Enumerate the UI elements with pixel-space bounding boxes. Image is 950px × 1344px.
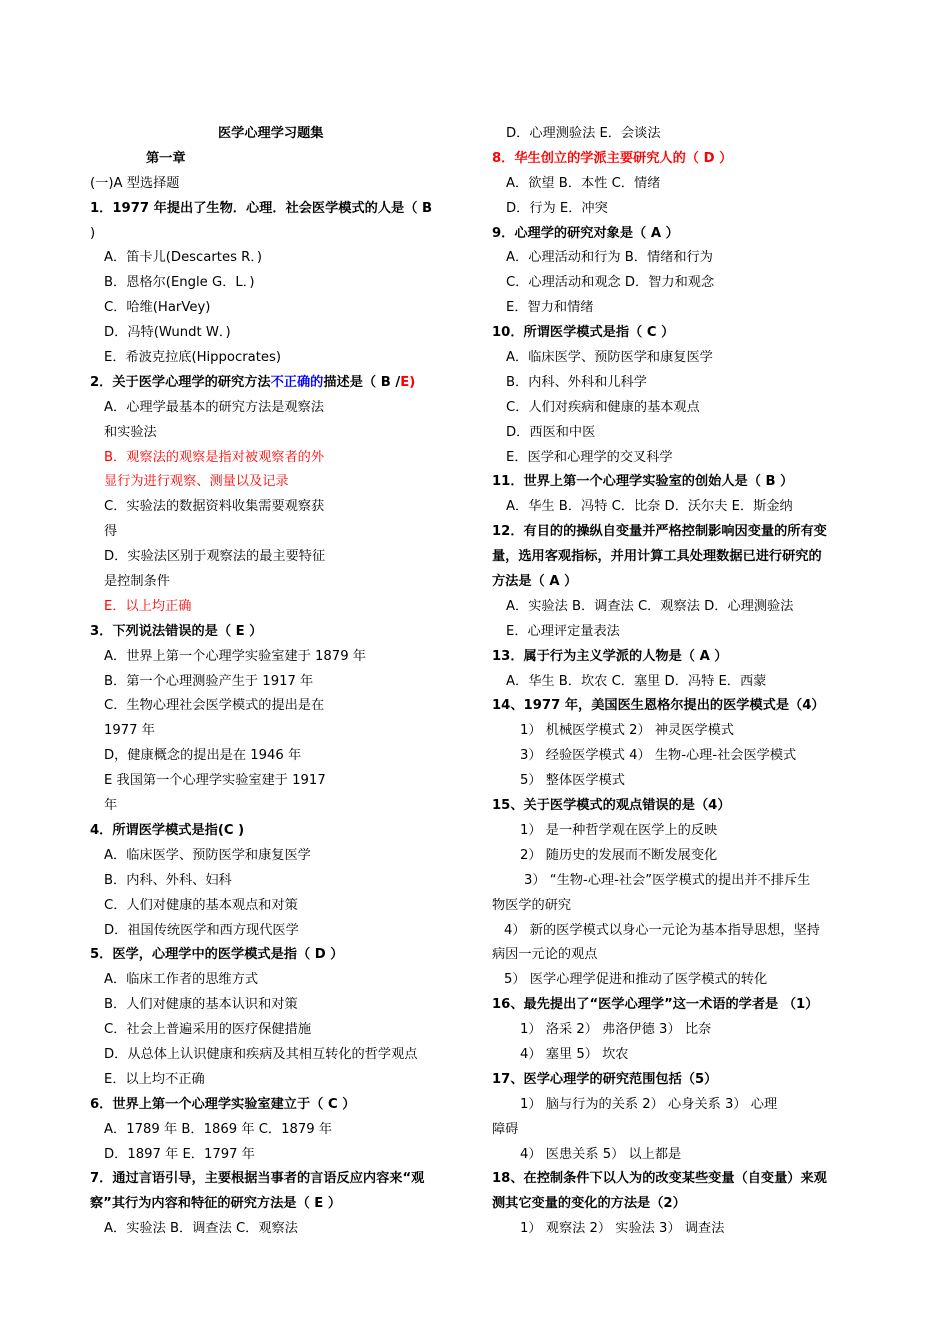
right-column	[492, 122, 872, 1242]
text-line: 4） 塞里 5） 坎农	[520, 1046, 629, 1062]
text-line: A．华生 B．冯特 C．比奈 D．沃尔夫 E．斯金纳	[506, 499, 793, 515]
text-line: A．实验法 B．调查法 C．观察法	[104, 1221, 298, 1237]
text-line: 17、医学心理学的研究范围包括（5）	[492, 1071, 718, 1087]
text-line: 14、1977 年，美国医生恩格尔提出的医学模式是（4）	[492, 698, 825, 714]
text-line: 病因一元论的观点	[492, 947, 598, 963]
text-line: 和实验法	[104, 424, 157, 440]
text-line: 5） 整体医学模式	[520, 773, 625, 789]
text-line: 6．世界上第一个心理学实验室建立于（ C ）	[90, 1096, 356, 1112]
text-line: B．恩格尔(Engle G．L．)	[104, 275, 255, 291]
questions-1	[90, 197, 475, 371]
text-line: 1977 年	[104, 723, 155, 739]
text-line: C．人们对健康的基本观点和对策	[104, 897, 298, 913]
text-line: C．人们对疾病和健康的基本观点	[506, 399, 700, 415]
questions-8-18	[492, 122, 872, 1242]
text-line: D．祖国传统医学和西方现代医学	[104, 922, 299, 938]
text-line: D．实验法区别于观察法的最主要特征	[104, 549, 326, 565]
text-line: E．医学和心理学的交叉科学	[506, 449, 673, 465]
text-line: C．哈维(HarVey)	[104, 300, 211, 316]
text-line: D．1897 年 E．1797 年	[104, 1146, 255, 1162]
text-line: E．希波克拉底(Hippocrates)	[104, 350, 282, 366]
text-line: 方法是（ A ）	[492, 574, 578, 590]
question-2-prefix: 2．关于医学心理学的研究方法	[90, 374, 271, 390]
text-line: A．1789 年 B．1869 年 C．1879 年	[104, 1121, 333, 1137]
question-2-highlight: 不正确的	[270, 374, 324, 390]
text-line: 11．世界上第一个心理学实验室的创始人是（ B ）	[492, 474, 794, 490]
text-line: 8．华生创立的学派主要研究人的（ D ）	[492, 150, 733, 166]
text-line: C．实验法的数据资料收集需要观察获	[104, 499, 325, 515]
text-line: 是控制条件	[104, 574, 170, 590]
text-line: )	[90, 225, 96, 241]
text-line: 1） 是一种哲学观在医学上的反映	[520, 822, 718, 838]
text-line: E．智力和情绪	[506, 300, 594, 316]
text-line: 4．所谓医学模式是指(C )	[90, 822, 245, 838]
text-line: 测其它变量的变化的方法是（2）	[492, 1196, 686, 1212]
questions-3-7	[90, 620, 475, 1242]
text-line: 4） 医患关系 5） 以上都是	[520, 1146, 682, 1162]
text-line: C．社会上普遍采用的医疗保健措施	[104, 1022, 312, 1038]
text-line: 7．通过言语引导，主要根据当事者的言语反应内容来“观	[90, 1171, 425, 1187]
text-line: 1．1977 年提出了生物．心理．社会医学模式的人是（ B	[90, 200, 433, 216]
text-line: D，健康概念的提出是在 1946 年	[104, 748, 302, 764]
text-line: 13．属于行为主义学派的人物是（ A ）	[492, 648, 728, 664]
text-line: 15、关于医学模式的观点错误的是（4）	[492, 798, 731, 814]
text-line: A．临床医学、预防医学和康复医学	[104, 847, 311, 863]
text-line: 1） 观察法 2） 实验法 3） 调查法	[520, 1221, 725, 1237]
text-line: E 我国第一个心理学实验室建于 1917	[104, 773, 326, 789]
text-line: 12．有目的的操纵自变量并严格控制影响因变量的所有变	[492, 524, 827, 540]
text-line: 3） “生物-心理-社会”医学模式的提出并不排斥生	[524, 872, 811, 888]
text-line: 5） 医学心理学促进和推动了医学模式的转化	[504, 972, 768, 988]
text-line: 16、最先提出了“医学心理学”这一术语的学者是 （1）	[492, 997, 819, 1013]
text-line: 3．下列说法错误的是（ E ）	[90, 623, 263, 639]
text-line: B．内科、外科、妇科	[104, 872, 232, 888]
text-line: B．内科、外科和儿科学	[506, 374, 647, 390]
text-line: A．世界上第一个心理学实验室建于 1879 年	[104, 648, 366, 664]
text-line: A．临床工作者的思维方式	[104, 972, 259, 988]
text-line: A．心理活动和行为 B．情绪和行为	[506, 250, 713, 266]
text-line: C．心理活动和观念 D．智力和观念	[506, 275, 715, 291]
text-line: 量，选用客观指标，并用计算工具处理数据已进行研究的	[492, 549, 822, 565]
document-title: 医学心理学习题集	[218, 126, 324, 141]
left-column	[90, 122, 475, 1242]
text-line: B．第一个心理测验产生于 1917 年	[104, 673, 314, 689]
text-line: E．心理评定量表法	[506, 623, 620, 639]
text-line: 障碍	[492, 1121, 519, 1137]
question-2-options	[90, 396, 475, 620]
text-line: A．欲望 B．本性 C．情绪	[506, 175, 661, 191]
text-line: A．实验法 B．调查法 C．观察法 D．心理测验法	[506, 598, 794, 614]
text-line: 5．医学，心理学中的医学模式是指（ D ）	[90, 947, 344, 963]
text-line: B．观察法的观察是指对被观察者的外	[104, 449, 325, 465]
question-2-suffix: 描述是（ B /	[323, 374, 401, 390]
text-line: D．从总体上认识健康和疾病及其相互转化的哲学观点	[104, 1046, 418, 1062]
chapter-heading: 第一章	[146, 150, 186, 166]
text-line: D．行为 E．冲突	[506, 200, 608, 216]
text-line: C．生物心理社会医学模式的提出是在	[104, 698, 325, 714]
text-line: D．心理测验法 E．会谈法	[506, 126, 661, 141]
text-line: 察”其行为内容和特征的研究方法是（ E ）	[90, 1196, 342, 1212]
text-line: 2） 随历史的发展而不断发展变化	[520, 847, 718, 863]
text-line: A．笛卡儿(Descartes R．)	[104, 250, 263, 266]
text-line: B．人们对健康的基本认识和对策	[104, 997, 298, 1013]
text-line: E．以上均正确	[104, 598, 192, 614]
text-line: 物医学的研究	[492, 897, 572, 913]
section-heading: (一)A 型选择题	[90, 175, 180, 191]
text-line: 9．心理学的研究对象是（ A ）	[492, 225, 679, 241]
text-line: A．临床医学、预防医学和康复医学	[506, 350, 713, 366]
question-2-stem	[90, 371, 475, 396]
text-line: 4） 新的医学模式以身心一元论为基本指导思想，坚持	[504, 922, 820, 938]
text-line: 得	[104, 524, 118, 540]
text-line: E．以上均不正确	[104, 1071, 205, 1087]
text-line: 年	[104, 798, 118, 814]
text-line: A．华生 B．坎农 C．塞里 D．冯特 E．西蒙	[506, 673, 767, 689]
text-line: 18、在控制条件下以人为的改变某些变量（自变量）来观	[492, 1171, 827, 1187]
question-2-answer: E)	[400, 374, 416, 390]
text-line: 显行为进行观察、测量以及记录	[104, 474, 289, 490]
text-line: 1） 脑与行为的关系 2） 心身关系 3） 心理	[520, 1096, 778, 1112]
text-line: 10．所谓医学模式是指（ C ）	[492, 325, 675, 341]
text-line: 1） 机械医学模式 2） 神灵医学模式	[520, 723, 734, 739]
text-line: D．西医和中医	[506, 424, 596, 440]
text-line: D．冯特(Wundt W．)	[104, 325, 231, 341]
text-line: A．心理学最基本的研究方法是观察法	[104, 399, 325, 415]
text-line: 1） 洛采 2） 弗洛伊德 3） 比奈	[520, 1022, 712, 1038]
text-line: 3） 经验医学模式 4） 生物-心理-社会医学模式	[520, 748, 797, 764]
